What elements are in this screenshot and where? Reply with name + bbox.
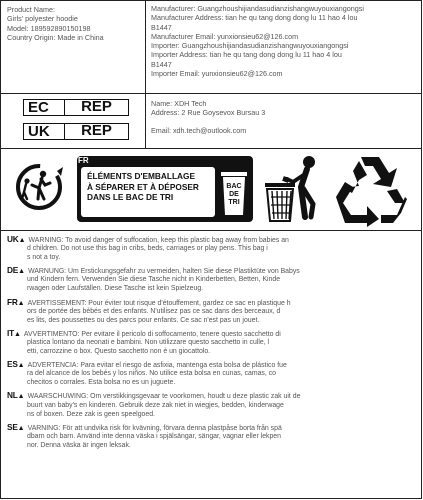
- warning-line: [7, 275, 300, 284]
- product-name-heading: Product Name:: [7, 5, 55, 14]
- sorting-text: [87, 171, 199, 203]
- triman-sorting-label: [77, 156, 253, 222]
- warning-line: [7, 369, 300, 378]
- rep-details: [151, 99, 265, 118]
- warning-triangle-icon: ▲: [17, 424, 25, 432]
- warning-text: nor. Denna väska är ingen leksak.: [27, 441, 131, 449]
- warning-triangle-icon: ▲: [17, 362, 25, 370]
- importer-email: Importer Email: yunxionsieu62@126.com: [151, 69, 283, 79]
- warning-block: [7, 298, 300, 325]
- warning-block: [7, 329, 300, 356]
- warning-line: [7, 266, 300, 275]
- warning-triangle-icon: ▲: [18, 237, 26, 244]
- manufacturer-email: Manufacturer Email: yunxionsieu62@126.com: [151, 31, 299, 41]
- product-model: Model: 189592890150198: [7, 23, 91, 33]
- warning-text: buurt van baby's en kinderen. Gebruik deze zak niet in wiegjes, bedden, kinderwage: [27, 401, 284, 409]
- warning-line: [7, 441, 300, 450]
- warning-text: checitos o corrales. Esta bolsa no es un juguete.: [27, 379, 176, 387]
- warnings-list: [7, 235, 300, 450]
- warning-line: [7, 316, 300, 325]
- bin-text-1: BAC: [226, 183, 242, 190]
- sorting-line-3: DANS LE BAC DE TRI: [87, 192, 174, 202]
- warning-block: [7, 360, 300, 387]
- manufacturer-name: Manufacturer: Guangzhoushijiandasudianzishangwuyouxiangongsi: [151, 4, 364, 13]
- warning-text: WAARSCHUWING: Om verstikkingsgevaar te voorkomen, houdt u deze plastic zak uit de: [27, 393, 301, 401]
- manufacturer-address: Manufacturer Address: tian he qu tang dong dong lu 11 hao 4 lou: [151, 13, 358, 23]
- country-flag-code: ES: [7, 359, 18, 370]
- warning-text: dbarn och barn. Använd inte denna väska i spjälsängar, sängar, vagnar eller lekpen: [27, 432, 281, 440]
- warning-text: s not a toy.: [27, 254, 61, 262]
- warning-line: [7, 338, 300, 347]
- warning-text: VARNING: För att undvika risk för kvävning, förvara denna plastpåse borta från spä: [27, 424, 282, 432]
- warning-line: [7, 360, 300, 369]
- warning-text: ADVERTENCIA: Para evitar el riesgo de asfixia, mantenga esta bolsa de plástico fue: [27, 362, 287, 370]
- warning-text: ra del alcance de los bebés y los niños. No utilice esta bolsa en cunas, camas, co: [27, 370, 276, 378]
- product-details: [7, 5, 104, 42]
- country-code: FR: [78, 156, 89, 165]
- ec-rep-symbol: [23, 99, 129, 116]
- uk-rep-word: REP: [64, 123, 128, 140]
- rep-name: Name: XDH Tech: [151, 99, 207, 108]
- warning-triangle-icon: ▲: [17, 299, 25, 307]
- warning-text: WARNING: To avoid danger of suffocation, keep this plastic bag away from babies an: [28, 237, 289, 244]
- warning-block: [7, 266, 300, 293]
- warning-text: und Kindern fern. Verwenden Sie diese Tasche nicht in Kinderbetten, Betten, Kinde: [27, 276, 281, 284]
- sorting-bin-icon: [219, 169, 249, 217]
- warning-block: [7, 423, 300, 450]
- manufacturer-address-cont: B1447: [151, 22, 172, 32]
- warning-line: [7, 347, 300, 356]
- warning-line: [7, 391, 300, 400]
- country-flag-code: FR: [7, 296, 18, 307]
- importer-name: Importer: Guangzhoushijiandasudianzishangwuyouxiangongsi: [151, 41, 349, 51]
- country-flag-code: SE: [7, 421, 18, 432]
- product-name: Girls' polyester hoodie: [7, 14, 78, 24]
- recycle-icon: [331, 153, 409, 227]
- warning-block: [7, 235, 300, 262]
- triman-icon: [13, 161, 67, 213]
- rep-email: Email: xdh.tech@outlook.com: [151, 126, 247, 135]
- sorting-line-2: À SÉPARER ET À DÉPOSER: [87, 181, 199, 192]
- warning-line: [7, 432, 300, 441]
- ec-code: EC: [28, 99, 49, 116]
- column-divider: [145, 1, 146, 149]
- rep-address: Address: 2 Rue Goysevox Bursau 3: [151, 108, 266, 118]
- warning-line: [7, 423, 300, 432]
- bin-text-2: DE: [229, 191, 239, 198]
- warning-line: [7, 307, 300, 316]
- sorting-text-box: [81, 167, 215, 217]
- warning-triangle-icon: ▲: [17, 393, 25, 401]
- warning-text: etti, carrozzine o box. Questo sacchetto non è un giocattolo.: [27, 348, 211, 356]
- warning-text: plastica lontano da neonati e bambini. Non utilizzare questo sacchetto in culle, l: [27, 338, 270, 346]
- sorting-line-1: ÉLÉMENTS D'EMBALLAGE: [87, 171, 195, 181]
- warning-text: AVVERTIMENTO: Per evitare il pericolo di soffocamento, tenere questo sacchetto di: [23, 330, 281, 338]
- warning-text: ors de portée des bébés et des enfants. N'utilisez pas ce sac dans des berceaux, d: [27, 307, 281, 315]
- importer-address: Importer Address: tian he qu tang dong dong lu 11 hao 4 lou: [151, 50, 342, 60]
- country-flag-code: UK: [7, 234, 19, 244]
- uk-rep-symbol: [23, 123, 129, 140]
- warning-line: [7, 235, 300, 244]
- tidyman-icon: [263, 153, 327, 225]
- warning-block: [7, 391, 300, 418]
- warning-line: [7, 284, 300, 293]
- rep-email-block: [151, 126, 246, 135]
- warning-line: [7, 298, 300, 307]
- warning-text: WARNUNG: Um Erstickungsgefahr zu vermeiden, halten Sie diese Plastiktüte von Babys: [28, 268, 300, 276]
- country-flag-code: IT: [7, 327, 14, 338]
- warning-line: [7, 410, 300, 419]
- warning-triangle-icon: ▲: [13, 330, 21, 338]
- warning-line: [7, 253, 300, 262]
- warning-text: AVERTISSEMENT: Pour éviter tout risque d'étouffement, gardez ce sac en plastique h: [27, 299, 291, 307]
- warning-line: [7, 329, 300, 338]
- country-flag-code: DE: [7, 265, 19, 276]
- ec-rep-word: REP: [64, 99, 128, 116]
- warning-line: [7, 378, 300, 387]
- country-origin: Country Origin: Made in China: [7, 32, 104, 42]
- warning-line: [7, 401, 300, 410]
- product-info-section: [1, 1, 422, 94]
- bin-text-3: TRI: [228, 199, 240, 206]
- warning-line: [7, 244, 300, 253]
- warning-text: ns of boxen. Deze zak is geen speelgoed.: [27, 410, 155, 418]
- warning-text: rwagen oder Laufställen. Diese Tasche ist kein Spielzeug.: [27, 285, 204, 293]
- uk-code: UK: [28, 123, 50, 140]
- importer-address-cont: B1447: [151, 59, 172, 69]
- warning-triangle-icon: ▲: [18, 268, 26, 276]
- warning-text: es lits, des poussettes ou des parcs pour enfants. Ce sac n'est pas un jouet.: [27, 316, 260, 324]
- manufacturer-details: [151, 4, 364, 78]
- country-flag-code: NL: [7, 390, 18, 401]
- warning-text: d children. Do not use this bag in cribs, beds, carriages or play pens. This bag i: [27, 245, 268, 253]
